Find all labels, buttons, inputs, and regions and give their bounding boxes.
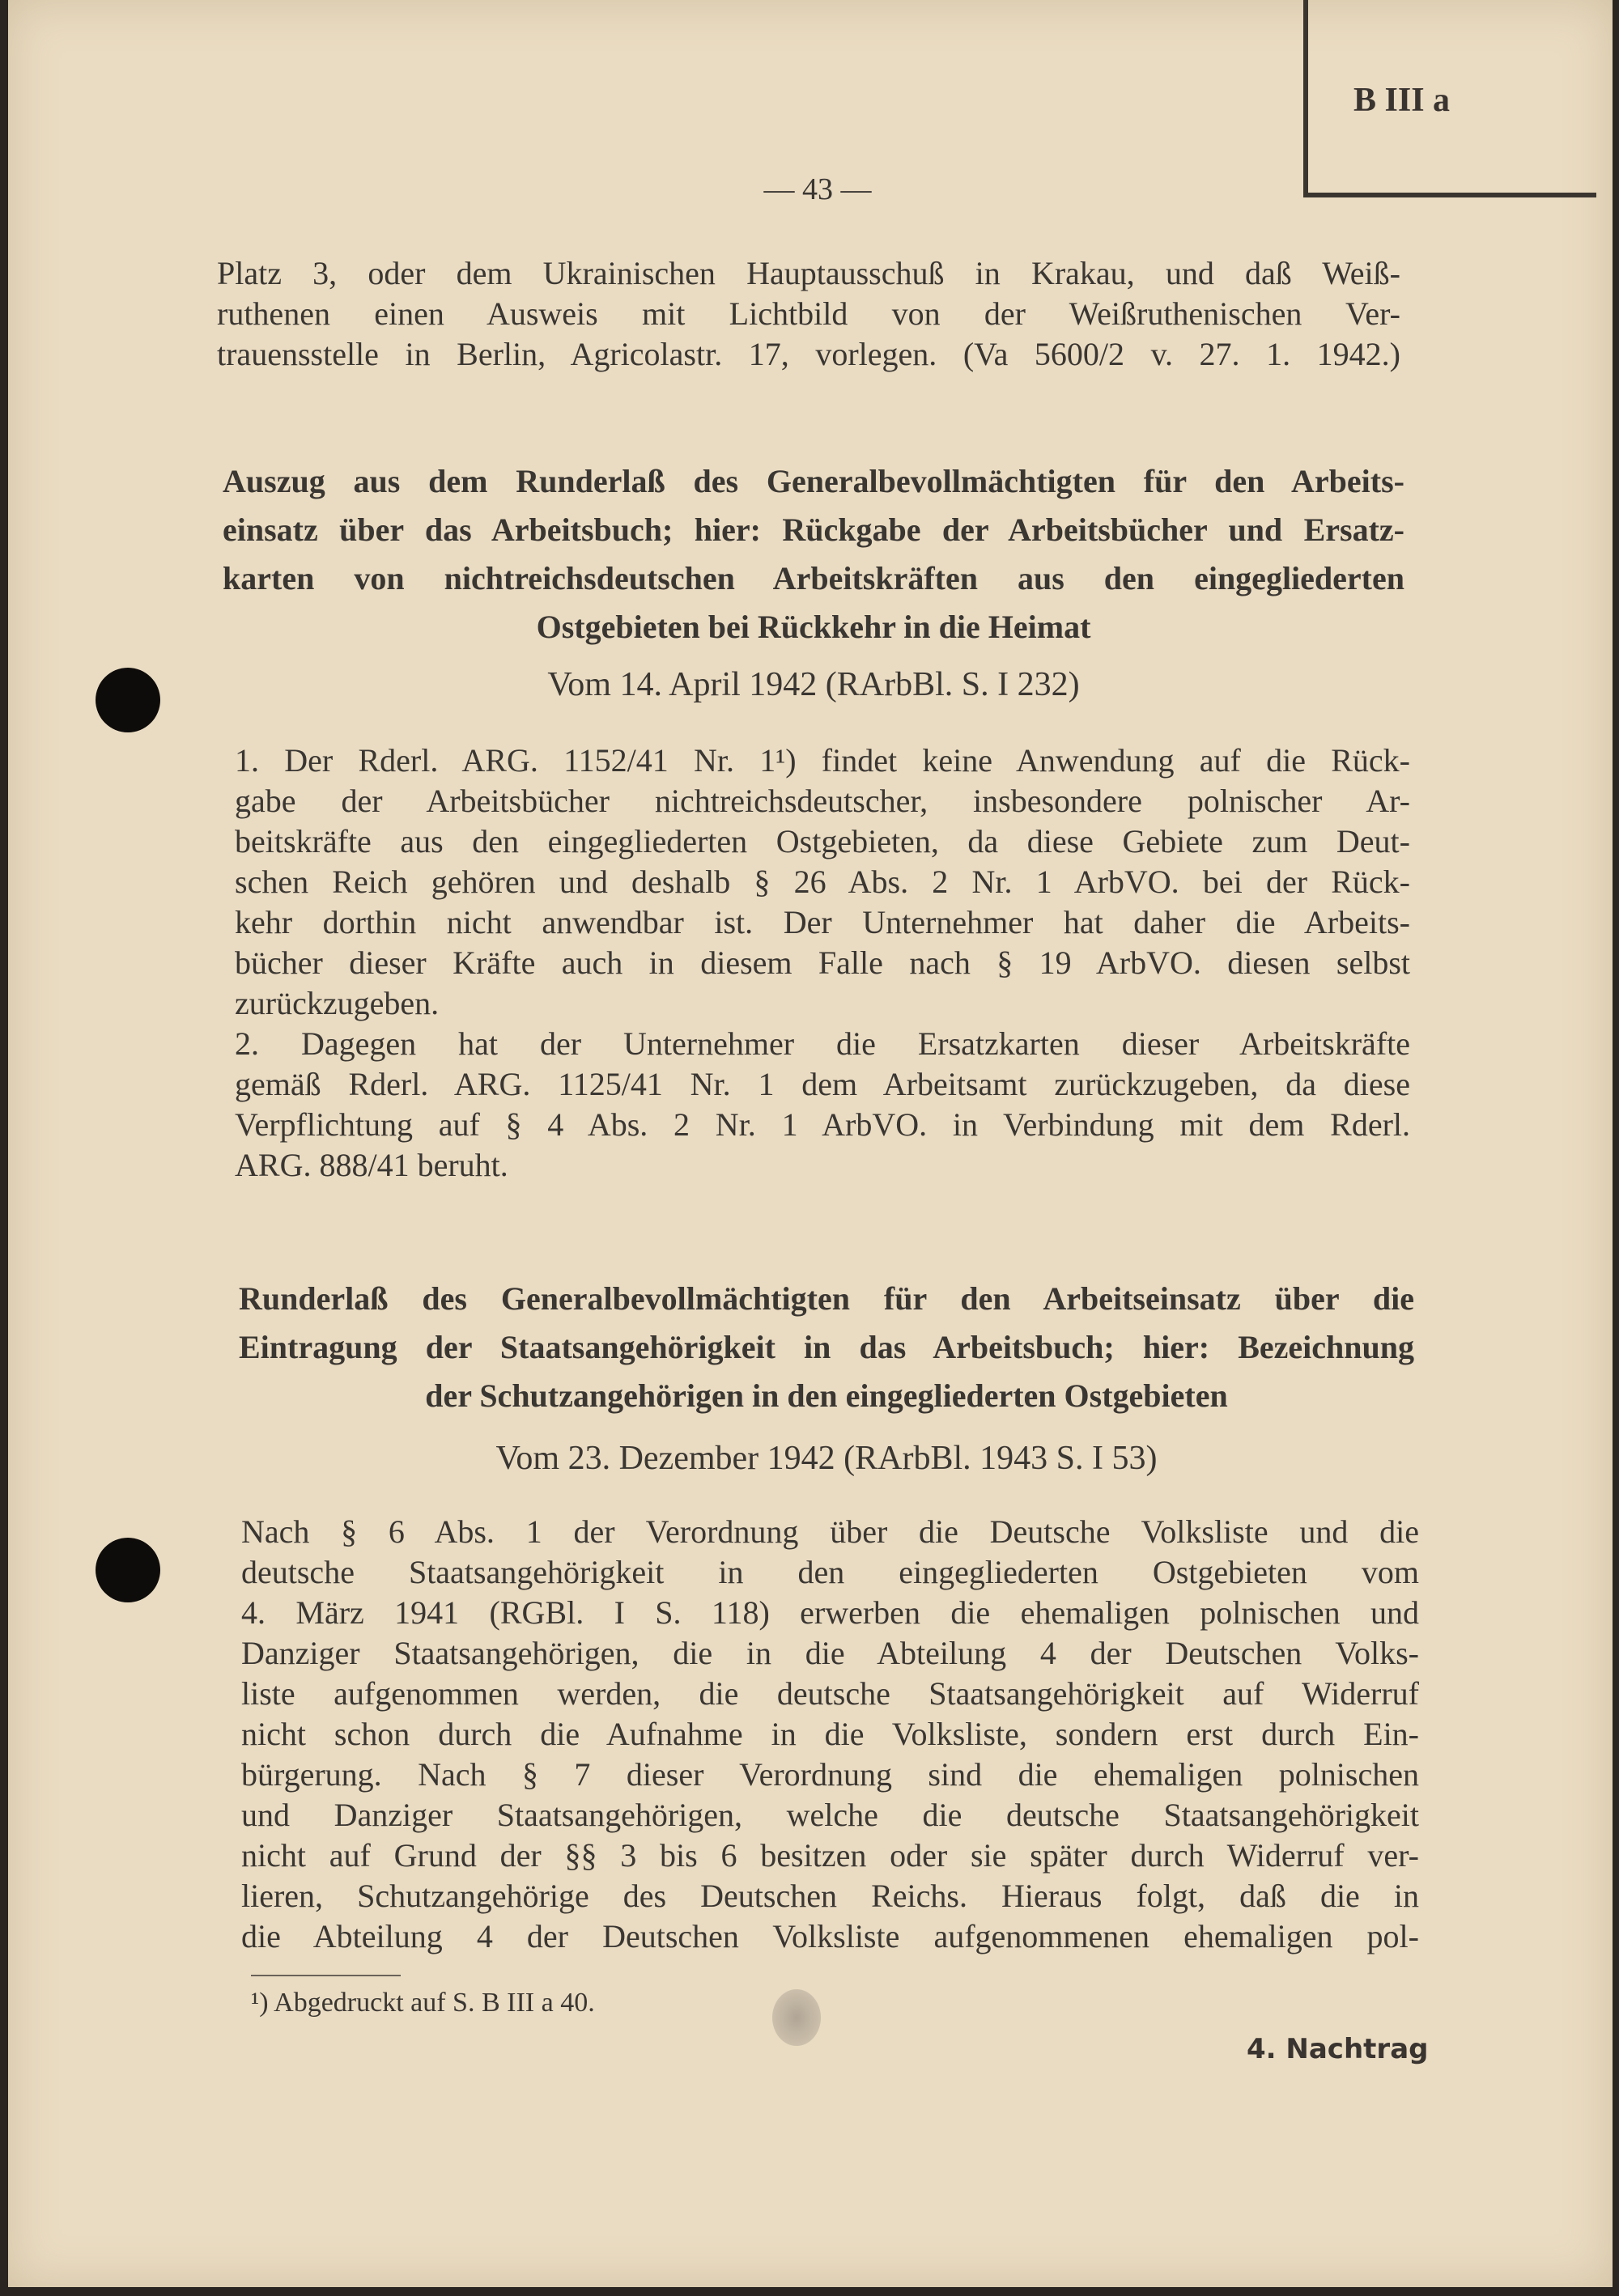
text-line: deutsche Staatsangehörigkeit in den eingegliederten Ostgebieten vom [241,1554,1419,1590]
text-line: Nach § 6 Abs. 1 der Verordnung über die Deutsche Volksliste und die [241,1513,1419,1550]
text-line: liste aufgenommen werden, die deutsche Staatsangehörigkeit auf Widerruf [241,1675,1419,1712]
section-date: Vom 23. Dezember 1942 (RArbBl. 1943 S. I 53) [495,1440,1158,1477]
text-line: lieren, Schutzangehörige des Deutschen Reichs. Hieraus folgt, daß die in [241,1878,1419,1914]
section-date: Vom 14. April 1942 (RArbBl. S. I 232) [547,666,1080,703]
section-code: B III a [1353,82,1451,119]
text-line: zurückzugeben. [235,985,440,1021]
text-line: nicht auf Grund der §§ 3 bis 6 besitzen oder sie später durch Widerruf ver- [241,1837,1419,1874]
document-page [8,0,1613,2287]
section-heading [223,457,1404,651]
text-line: gemäß Rderl. ARG. 1125/41 Nr. 1 dem Arbeitsamt zurückzugeben, da diese [235,1066,1410,1102]
section-body [235,741,1410,1186]
register-box-border [1303,193,1596,197]
supplement-label: 4. Nachtrag [1247,2033,1429,2065]
text-line: Eintragung der Staatsangehörigkeit in das Arbeitsbuch; hier: Bezeichnung [239,1329,1414,1365]
text-line: bürgerung. Nach § 7 dieser Verordnung sind die ehemaligen polnischen [241,1756,1419,1793]
text-line: 1. Der Rderl. ARG. 1152/41 Nr. 1¹) findet keine Anwendung auf die Rück- [235,742,1410,779]
text-line: gabe der Arbeitsbücher nichtreichsdeutscher, insbesondere polnischer Ar- [235,783,1410,819]
punch-hole [96,1538,160,1602]
footnote: ¹) Abgedruckt auf S. B III a 40. [251,1988,595,2018]
text-line: schen Reich gehören und deshalb § 26 Abs. 2 Nr. 1 ArbVO. bei der Rück- [235,864,1410,900]
text-line: Platz 3, oder dem Ukrainischen Hauptausschuß in Krakau, und daß Weiß- [217,255,1400,291]
text-line: nicht schon durch die Aufnahme in die Volksliste, sondern erst durch Ein- [241,1716,1419,1752]
register-box-border [1303,0,1308,197]
footnote-divider [251,1975,401,1976]
text-line: und Danziger Staatsangehörigen, welche die deutsche Staatsangehörigkeit [241,1797,1419,1833]
paper-stain [772,1989,821,2046]
text-line: ruthenen einen Ausweis mit Lichtbild von der Weißruthenischen Ver- [217,295,1400,332]
text-line: der Schutzangehörigen in den eingegliederten Ostgebieten [425,1377,1228,1414]
text-line: 4. März 1941 (RGBl. I S. 118) erwerben die ehemaligen polnischen und [241,1594,1419,1631]
punch-hole [96,668,160,732]
text-line: Danziger Staatsangehörigen, die in die Abteilung 4 der Deutschen Volks- [241,1635,1419,1671]
text-line: karten von nichtreichsdeutschen Arbeitskräften aus den eingegliederten [223,560,1404,596]
text-line: 2. Dagegen hat der Unternehmer die Ersatzkarten dieser Arbeitskräfte [235,1025,1410,1062]
text-line: Verpflichtung auf § 4 Abs. 2 Nr. 1 ArbVO. in Verbindung mit dem Rderl. [235,1106,1410,1143]
text-line: beitskräfte aus den eingegliederten Ostgebieten, da diese Gebiete zum Deut- [235,823,1410,859]
text-line: Auszug aus dem Runderlaß des Generalbevollmächtigten für den Arbeits- [223,463,1404,499]
text-line: ARG. 888/41 beruht. [235,1147,508,1183]
text-line: Ostgebieten bei Rückkehr in die Heimat [536,609,1091,645]
text-line: trauensstelle in Berlin, Agricolastr. 17, vorlegen. (Va 5600/2 v. 27. 1. 1942.) [217,336,1400,372]
text-line: kehr dorthin nicht anwendbar ist. Der Unternehmer hat daher die Arbeits- [235,904,1410,940]
text-line: Runderlaß des Generalbevollmächtigten für den Arbeitseinsatz über die [239,1280,1414,1317]
text-line: die Abteilung 4 der Deutschen Volksliste aufgenommenen ehemaligen pol- [241,1918,1419,1954]
section-heading [239,1275,1414,1420]
text-line: bücher dieser Kräfte auch in diesem Falle nach § 19 ArbVO. diesen selbst [235,944,1410,981]
text-line: einsatz über das Arbeitsbuch; hier: Rückgabe der Arbeitsbücher und Ersatz- [223,511,1404,548]
page-number: — 43 — [763,172,872,206]
section-body [241,1512,1419,1957]
paragraph-continuation [217,253,1400,375]
